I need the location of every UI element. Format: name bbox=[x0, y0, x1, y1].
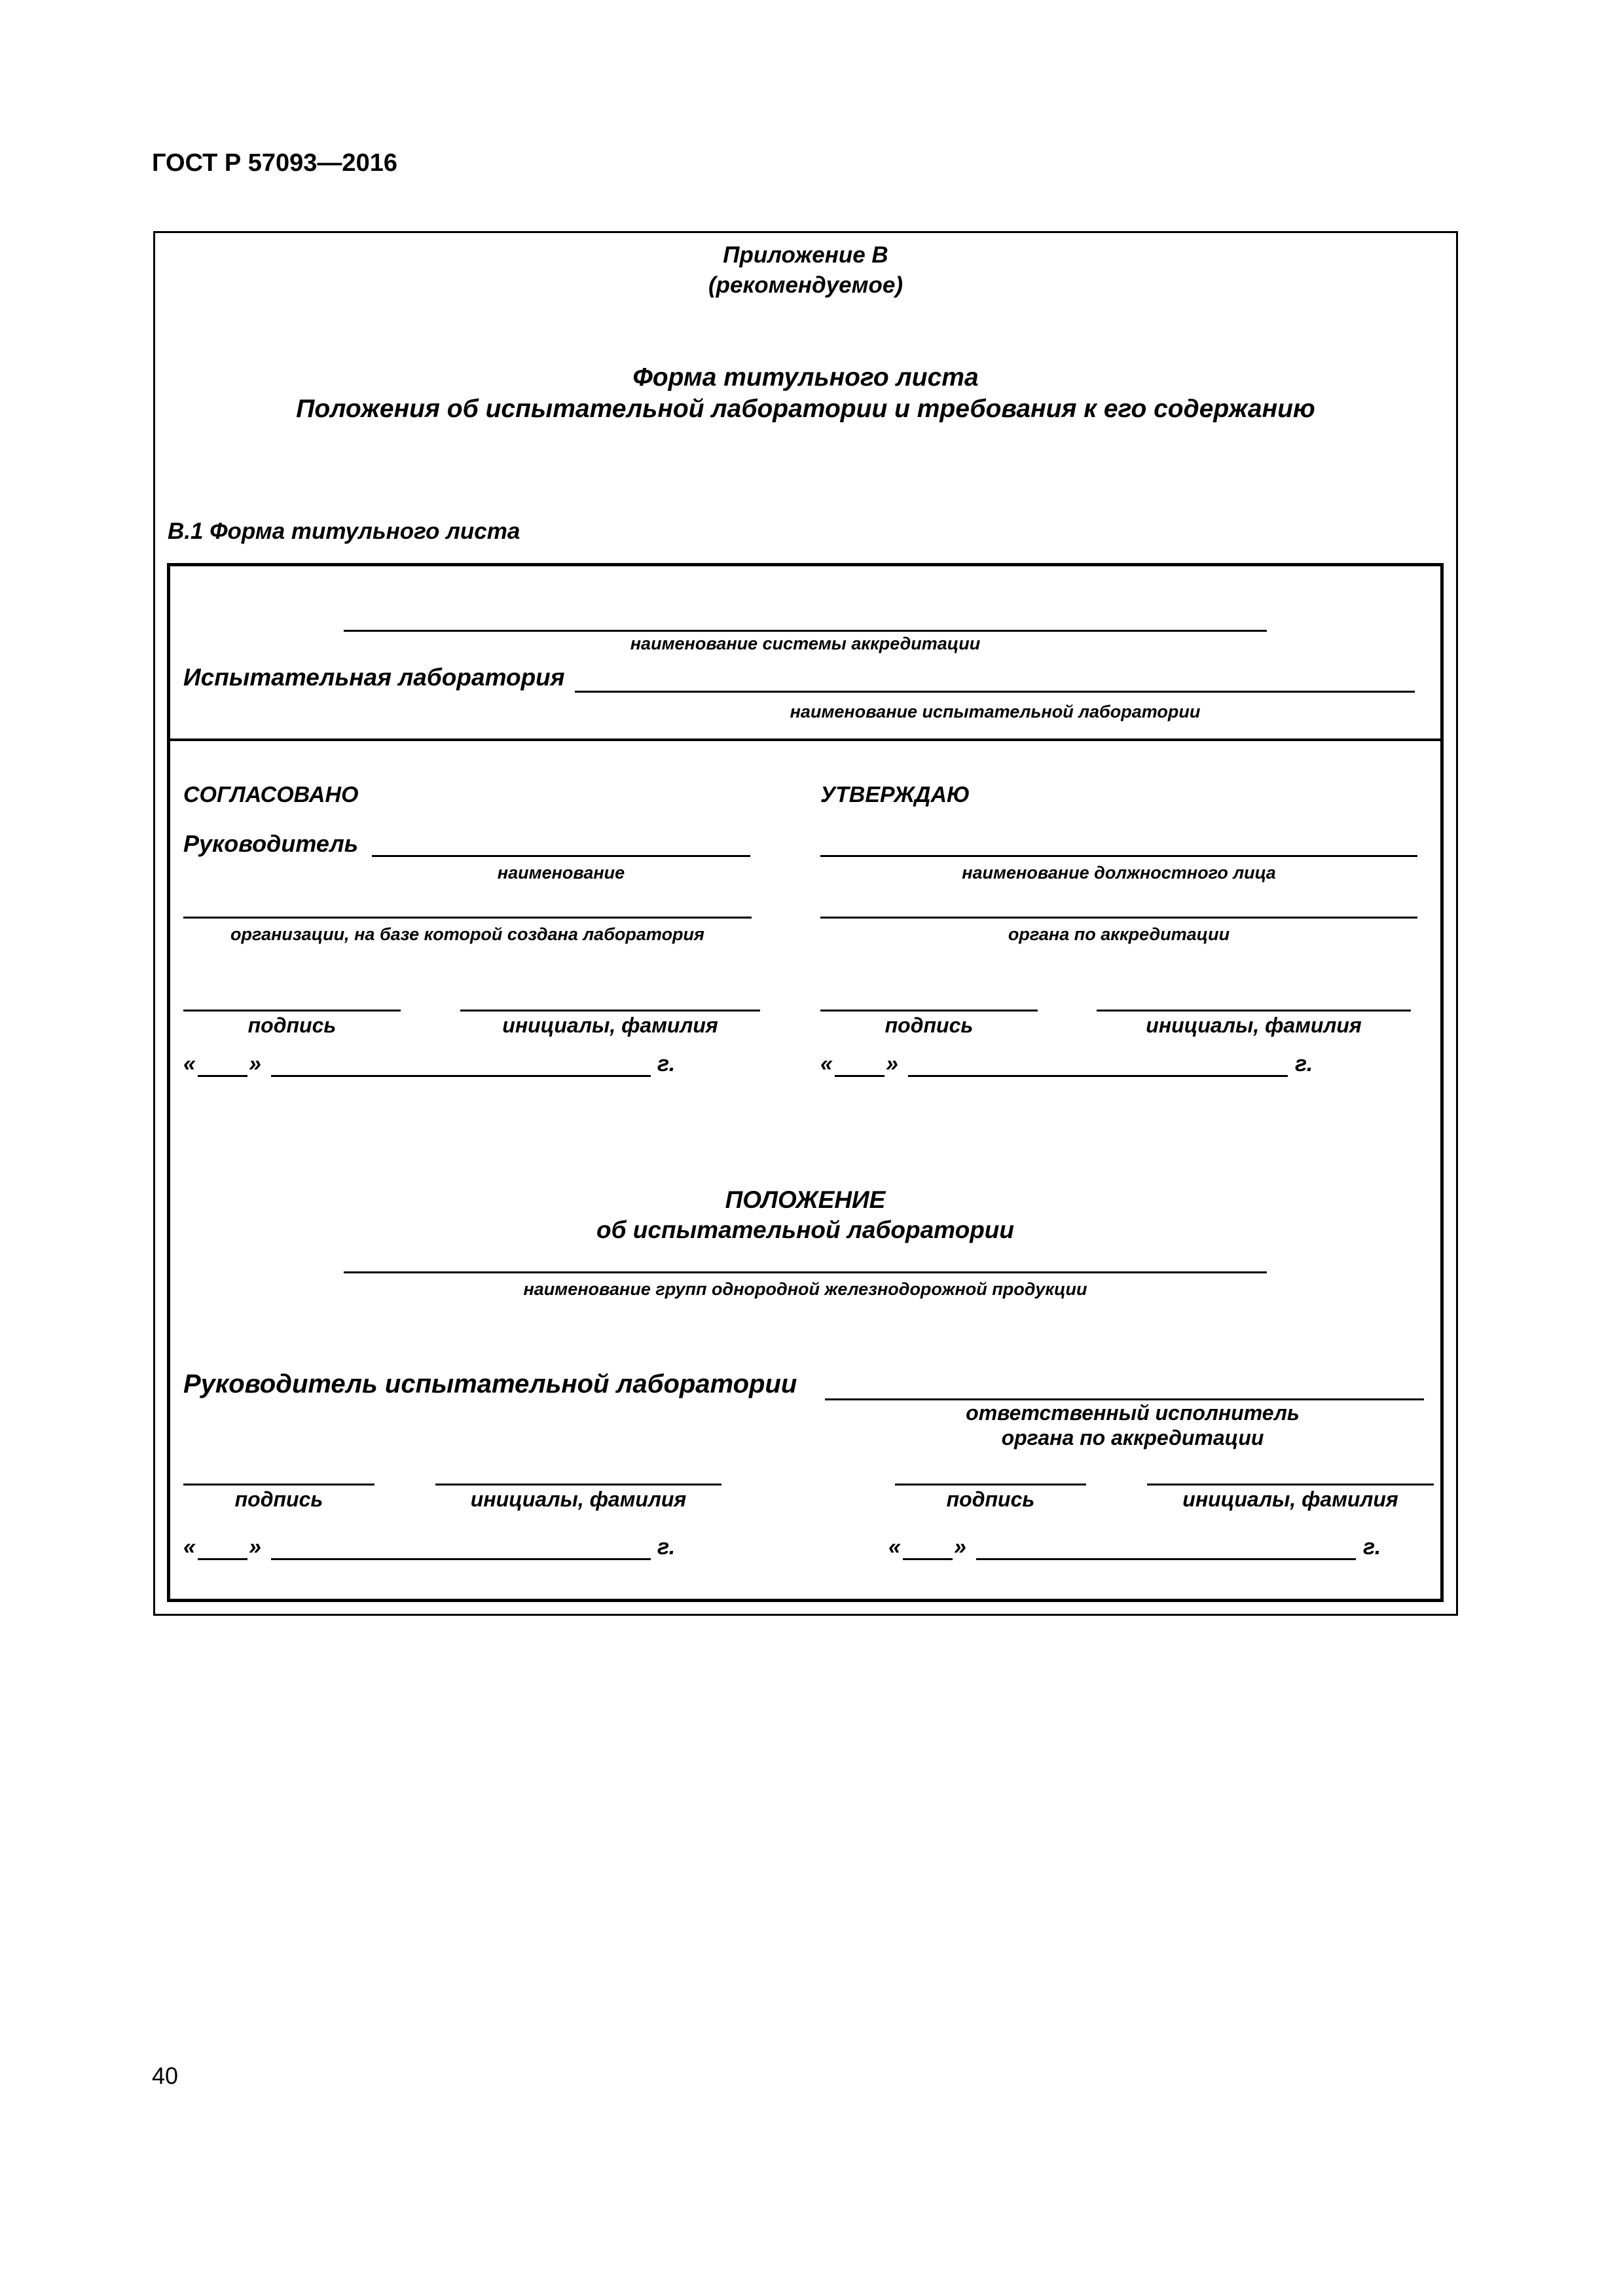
bottom-right-initials-line bbox=[1147, 1484, 1434, 1485]
approve-official-line bbox=[820, 855, 1417, 857]
agreed-signature-caption: подпись bbox=[247, 1013, 337, 1037]
annex-status: (рекомендуемое) bbox=[708, 272, 903, 298]
bottom-left-initials-line bbox=[435, 1484, 721, 1485]
agreed-org-line bbox=[183, 917, 752, 919]
annex-heading-2: Положения об испытательной лаборатории и требования к его содержанию bbox=[296, 395, 1315, 423]
approve-date-month-line bbox=[908, 1075, 1288, 1077]
bottom-left-date-day-line bbox=[198, 1558, 247, 1560]
approve-date-day-line bbox=[835, 1075, 884, 1077]
agreed-initials-line bbox=[460, 1010, 760, 1011]
lab-head-label: Руководитель испытательной лаборатории bbox=[183, 1370, 797, 1398]
product-group-line bbox=[344, 1271, 1267, 1273]
bottom-left-initials-caption: инициалы, фамилия bbox=[470, 1487, 687, 1511]
annex-title: Приложение В bbox=[723, 242, 888, 268]
approve-signature-line bbox=[820, 1010, 1038, 1011]
bottom-left-date-close-quote: » bbox=[249, 1535, 261, 1559]
agreed-signature-line bbox=[183, 1010, 401, 1011]
lab-name-caption: наименование испытательной лаборатории bbox=[790, 702, 1201, 721]
bottom-right-date-close-quote: » bbox=[954, 1535, 966, 1559]
annex-heading-1: Форма титульного листа bbox=[632, 363, 979, 392]
agreed-head-label: Руководитель bbox=[183, 830, 359, 857]
agreed-date-year: г. bbox=[657, 1051, 676, 1076]
agreed-initials-caption: инициалы, фамилия bbox=[502, 1013, 718, 1037]
agreed-date-month-line bbox=[271, 1075, 651, 1077]
executor-caption-2: органа по аккредитации bbox=[1001, 1426, 1264, 1449]
regulation-title: ПОЛОЖЕНИЕ bbox=[725, 1186, 886, 1213]
approve-title: УТВЕРЖДАЮ bbox=[820, 782, 970, 807]
executor-caption-1: ответственный исполнитель bbox=[966, 1401, 1300, 1425]
agreed-date-open-quote: « bbox=[183, 1051, 196, 1076]
agreed-date-close-quote: » bbox=[249, 1051, 261, 1076]
approve-caption-1: наименование должностного лица bbox=[962, 863, 1276, 883]
approve-body-line bbox=[820, 917, 1417, 919]
bottom-right-date-day-line bbox=[903, 1558, 953, 1560]
bottom-right-date-year: г. bbox=[1363, 1535, 1381, 1559]
bottom-left-signature-caption: подпись bbox=[234, 1487, 323, 1511]
bottom-right-signature-caption: подпись bbox=[946, 1487, 1035, 1511]
approve-date-close-quote: » bbox=[886, 1051, 898, 1076]
agreed-head-line bbox=[372, 855, 750, 857]
page-number: 40 bbox=[152, 2062, 179, 2089]
agreed-caption-1: наименование bbox=[497, 863, 625, 883]
form-divider bbox=[167, 738, 1444, 741]
bottom-right-initials-caption: инициалы, фамилия bbox=[1182, 1487, 1398, 1511]
lab-label: Испытательная лаборатория bbox=[183, 664, 565, 691]
regulation-subtitle: об испытательной лаборатории bbox=[596, 1216, 1014, 1243]
approve-signature-caption: подпись bbox=[884, 1013, 974, 1037]
agreed-title: СОГЛАСОВАНО bbox=[183, 782, 359, 807]
approve-initials-line bbox=[1097, 1010, 1411, 1011]
agreed-date-day-line bbox=[198, 1075, 247, 1077]
approve-caption-2: органа по аккредитации bbox=[1008, 924, 1230, 944]
lab-name-line bbox=[575, 691, 1415, 693]
approve-initials-caption: инициалы, фамилия bbox=[1146, 1013, 1362, 1037]
bottom-right-signature-line bbox=[895, 1484, 1086, 1485]
bottom-left-signature-line bbox=[183, 1484, 374, 1485]
approve-date-open-quote: « bbox=[820, 1051, 833, 1076]
accreditation-system-caption: наименование системы аккредитации bbox=[630, 634, 981, 653]
agreed-caption-2: организации, на базе которой создана лаборатория bbox=[230, 924, 704, 944]
executor-line bbox=[825, 1398, 1424, 1400]
product-group-caption: наименование групп однородной железнодорожной продукции bbox=[523, 1279, 1087, 1299]
bottom-left-date-month-line bbox=[271, 1558, 651, 1560]
approve-date-year: г. bbox=[1295, 1051, 1313, 1076]
accreditation-system-line bbox=[344, 630, 1267, 632]
bottom-right-date-open-quote: « bbox=[888, 1535, 901, 1559]
bottom-left-date-year: г. bbox=[657, 1535, 676, 1559]
document-code: ГОСТ Р 57093—2016 bbox=[152, 149, 397, 177]
bottom-left-date-open-quote: « bbox=[183, 1535, 196, 1559]
section-heading: В.1 Форма титульного листа bbox=[168, 519, 520, 544]
bottom-right-date-month-line bbox=[976, 1558, 1356, 1560]
